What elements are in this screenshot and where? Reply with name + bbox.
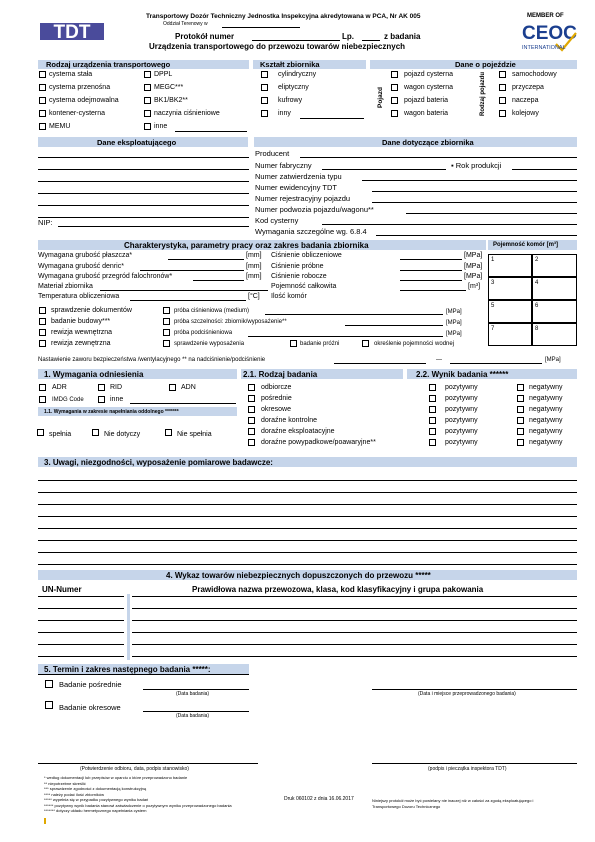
copy-note: Niniejszy protokół może być powielany nie inaczej niż w całości za zgodą eksploatującego i Transportowego Dozoru Technicznego xyxy=(372,798,534,809)
checkbox-label: cysterna odejmowalna xyxy=(49,97,119,104)
checkbox-badanie-prozni[interactable] xyxy=(290,340,297,347)
checkbox-bk1-bk2[interactable] xyxy=(144,97,151,104)
checkbox-label: negatywny xyxy=(529,428,563,435)
footnote: ** niepotrzebne skreślić xyxy=(44,780,86,786)
checkbox-label: próba podciśnieniowa xyxy=(174,330,233,336)
z-badania-label: z badania xyxy=(384,32,421,41)
unit-label: [MPa] xyxy=(545,357,561,363)
checkbox-label: negatywny xyxy=(529,439,563,446)
pojazd-vertical-label: Pojazd xyxy=(377,87,384,108)
org-line-2: Oddział Terenowy w xyxy=(163,21,208,27)
wymagania-title: 1. Wymagania odniesienia xyxy=(44,370,144,379)
nastawienie-label: Nastawienie zaworu bezpieczeństwa /wentylacyjnego ** na nadciśnienie/podciśnienie xyxy=(38,357,266,363)
checkbox-wagon-bateria[interactable] xyxy=(391,110,398,117)
logo-text: TDT xyxy=(53,22,91,42)
checkbox-label: badanie próżni xyxy=(300,341,340,347)
checkbox-inne[interactable] xyxy=(144,123,151,130)
komora-number: 1 xyxy=(491,257,495,263)
checkbox-label: DPPL xyxy=(154,71,173,78)
data-badania-caption: (Data badania) xyxy=(176,713,210,719)
blank-line xyxy=(132,608,577,609)
checkbox-spelnia[interactable] xyxy=(37,429,44,436)
footnote: * według dokumentacji lub przepisów w oparciu o które przeprowadzono badanie xyxy=(44,775,188,780)
blank-line xyxy=(132,656,577,657)
checkbox-label: ADR xyxy=(52,384,67,391)
checkbox-label: pozytywny xyxy=(445,384,478,391)
param-label: Ilość komór xyxy=(271,293,307,300)
checkbox-badanie-budowy[interactable] xyxy=(39,318,46,325)
unit-label: [MPa] xyxy=(446,320,462,326)
footnote: ******* dotyczy układu hermetycznego napełniania cystern xyxy=(44,808,147,813)
charakterystyka-title: Charakterystyka, parametry pracy oraz zakres badania zbiornika xyxy=(124,241,369,250)
checkbox-przyczepa[interactable] xyxy=(499,84,506,91)
param-label: Ciśnienie obliczeniowe xyxy=(271,252,342,259)
unit-label: [MPa] xyxy=(446,309,462,315)
checkbox-label: pozytywny xyxy=(445,395,478,402)
checkbox-label: Nie dotyczy xyxy=(104,431,141,438)
checkbox-label: kolejowy xyxy=(512,110,539,117)
checkbox-adr[interactable] xyxy=(39,384,46,391)
blank-line xyxy=(38,492,577,493)
blank-line xyxy=(38,516,577,517)
pojazd-title: Dane o pojeździe xyxy=(455,60,516,69)
blank-line xyxy=(132,620,577,621)
checkbox-label: pozytywny xyxy=(445,428,478,435)
rodzaj-badania-title: 2.1. Rodzaj badania xyxy=(243,370,318,379)
checkbox-rewizja-zewnetrzna[interactable] xyxy=(39,340,46,347)
checkbox-wagon-cysterna[interactable] xyxy=(391,84,398,91)
checkbox-inne-wymagania[interactable] xyxy=(98,396,105,403)
param-unit: [MPa] xyxy=(464,252,483,259)
checkbox-pozytywny[interactable] xyxy=(429,384,436,391)
field-label: Numer rejestracyjny pojazdu xyxy=(255,194,351,203)
rodzaj-urzadzenia-title: Rodzaj urządzenia transportowego xyxy=(46,60,171,69)
checkbox-negatywny[interactable] xyxy=(517,439,524,446)
checkbox-pozytywny[interactable] xyxy=(429,439,436,446)
checkbox-label: negatywny xyxy=(529,395,563,402)
blank-line xyxy=(38,656,124,657)
param-unit: [°C] xyxy=(248,293,260,300)
param-label: Pojemność całkowita xyxy=(271,283,337,290)
blank-line xyxy=(38,504,577,505)
eksploatujacy-title: Dane eksploatującego xyxy=(97,138,177,147)
checkbox-naczynia[interactable] xyxy=(144,110,151,117)
checkbox-cysterna-stala[interactable] xyxy=(39,71,46,78)
checkbox-label: inne xyxy=(154,123,168,130)
footnote-marker xyxy=(44,818,46,824)
blank-line xyxy=(38,596,124,597)
blank-line xyxy=(38,620,124,621)
checkbox-rewizja-wewnetrzna[interactable] xyxy=(39,329,46,336)
checkbox-label: pozytywny xyxy=(445,417,478,424)
checkbox-label: MEMU xyxy=(49,123,71,130)
checkbox-label: wagon bateria xyxy=(404,110,448,117)
komora-cell[interactable] xyxy=(532,277,577,300)
checkbox-rodzaj-badania[interactable] xyxy=(248,384,255,391)
data-miejsce-caption: (Data i miejsce przeprowadzonego badania) xyxy=(418,691,516,697)
param-label: Materiał zbiornika xyxy=(38,283,93,290)
checkbox-rodzaj-badania[interactable] xyxy=(248,428,255,435)
checkbox-label: przyczepa xyxy=(512,84,544,91)
komora-number: 6 xyxy=(535,303,539,309)
data-badania-caption: (Data badania) xyxy=(176,691,210,697)
checkbox-label: sprawdzenie dokumentów xyxy=(51,307,132,314)
checkbox-label: kufrowy xyxy=(278,97,303,104)
page-subtitle: Urządzenia transportowego do przewozu towarów niebezpiecznych xyxy=(149,42,406,51)
checkbox-cysterna-odejmowalna[interactable] xyxy=(39,97,46,104)
blank-line xyxy=(38,564,577,565)
komora-number: 2 xyxy=(535,257,539,263)
komora-cell[interactable] xyxy=(532,323,577,346)
footnote: ****** pozytywny wynik badania stanowi zaświadczenie o pozytywnym wyniku przeprowadzonego badania xyxy=(44,802,232,808)
dash-separator: — xyxy=(436,357,442,363)
param-unit: [MPa] xyxy=(464,263,483,270)
checkbox-imdg[interactable] xyxy=(39,396,46,403)
komora-number: 5 xyxy=(491,303,495,309)
un-numer-header: UN-Numer xyxy=(42,585,82,594)
checkbox-label: inne xyxy=(110,396,124,403)
checkbox-sprawdzenie-wyposazenia[interactable] xyxy=(163,340,170,347)
checkbox-nie-spelnia[interactable] xyxy=(165,429,172,436)
checkbox-label: określenie pojemności wodnej xyxy=(374,341,455,347)
checkbox-label: naczynia ciśnieniowe xyxy=(154,110,220,117)
checkbox-proba-podcisnieniowa[interactable] xyxy=(163,329,170,336)
checkbox-label: kontener-cysterna xyxy=(49,110,106,117)
komora-cell[interactable] xyxy=(488,277,532,300)
checkbox-label: pojazd cysterna xyxy=(404,71,454,78)
footnote: ***** wypełnia się w przypadku pozytywnego wyniku badań xyxy=(44,797,149,802)
rok-produkcji-text: Rok produkcji xyxy=(455,161,502,170)
checkbox-pozytywny[interactable] xyxy=(429,428,436,435)
blank-line xyxy=(38,552,577,553)
param-label: Ciśnienie robocze xyxy=(271,273,327,280)
komora-number: 7 xyxy=(491,326,495,332)
checkbox-label: Badanie pośrednie xyxy=(59,680,122,689)
checkbox-label: doraźne powypadkowe/poawaryjne** xyxy=(261,439,376,446)
checkbox-pozytywny[interactable] xyxy=(429,417,436,424)
komora-number: 8 xyxy=(535,326,539,332)
param-unit: [mm] xyxy=(246,252,262,259)
param-unit: [mm] xyxy=(246,273,262,280)
checkbox-label: próba ciśnieniowa (medium) xyxy=(174,308,250,314)
komora-number: 3 xyxy=(491,280,495,286)
checkbox-label: okresowe xyxy=(261,406,291,413)
checkbox-naczepa[interactable] xyxy=(499,97,506,104)
checkbox-megc[interactable] xyxy=(144,84,151,91)
checkbox-rodzaj-badania[interactable] xyxy=(248,406,255,413)
checkbox-rodzaj-badania[interactable] xyxy=(248,417,255,424)
field-label: Kod cysterny xyxy=(255,216,299,225)
checkbox-kontener-cysterna[interactable] xyxy=(39,110,46,117)
blank-line xyxy=(132,644,577,645)
blank-line xyxy=(38,528,577,529)
field-label: Numer zatwierdzenia typu xyxy=(255,172,342,181)
potwierdzenie-caption: (Potwierdzenie odbioru, data, podpis stanowisko) xyxy=(80,766,189,772)
param-label: Wymagana grubość denric* xyxy=(38,263,124,270)
rodzaj-pojazdu-vertical-label: Rodzaj pojazdu xyxy=(480,72,486,116)
checkbox-label: negatywny xyxy=(529,384,563,391)
param-unit: [mm] xyxy=(246,263,262,270)
ceoc-text: CEOC xyxy=(522,23,577,44)
wynik-title: 2.2. Wynik badania ****** xyxy=(416,370,509,379)
field-label: Producent xyxy=(255,149,290,158)
komora-cell[interactable] xyxy=(532,300,577,323)
nip-label: NIP: xyxy=(38,218,53,227)
checkbox-label: doraźne eksploatacyjne xyxy=(261,428,335,435)
blank-line xyxy=(132,596,577,597)
tdt-logo xyxy=(38,20,108,42)
international-text: INTERNATIONAL xyxy=(522,45,566,51)
param-unit: [MPa] xyxy=(464,273,483,280)
member-of-label: MEMBER OF xyxy=(527,13,564,19)
checkbox-rid[interactable] xyxy=(98,384,105,391)
komora-number: 4 xyxy=(535,280,539,286)
checkbox-label: wagon cysterna xyxy=(404,84,454,91)
checkbox-label: eliptyczny xyxy=(278,84,309,91)
zbiornik-title: Dane dotyczące zbiornika xyxy=(382,138,474,147)
param-label: Wymagana grubość przegród falochronów* xyxy=(38,273,173,280)
param-label: Ciśnienie próbne xyxy=(271,263,324,270)
checkbox-eliptyczny[interactable] xyxy=(261,84,268,91)
protocol-label: Protokół numer xyxy=(175,32,235,41)
checkbox-label: sprawdzenie wyposażenia xyxy=(174,341,245,347)
checkbox-label: spełnia xyxy=(49,431,72,438)
checkbox-negatywny[interactable] xyxy=(517,384,524,391)
termin-title: 5. Termin i zakres następnego badania *****: xyxy=(44,665,211,674)
checkbox-label: Nie spełnia xyxy=(177,431,212,438)
checkbox-nie-dotyczy[interactable] xyxy=(92,429,99,436)
checkbox-label: pozytywny xyxy=(445,439,478,446)
checkbox-negatywny[interactable] xyxy=(517,395,524,402)
checkbox-label: RID xyxy=(110,384,123,391)
blank-line xyxy=(38,674,249,675)
checkbox-negatywny[interactable] xyxy=(517,406,524,413)
checkbox-inny[interactable] xyxy=(261,110,268,117)
unit-label: [MPa] xyxy=(446,331,462,337)
checkbox-label: ADN xyxy=(181,384,196,391)
param-label: Wymagana grubość płaszcza* xyxy=(38,252,133,259)
field-label: Numer ewidencyjny TDT xyxy=(255,183,337,192)
pojemnosc-komor-title: Pojemność komór [m³] xyxy=(493,242,559,248)
checkbox-label: inny xyxy=(278,110,291,117)
checkbox-pozytywny[interactable] xyxy=(429,395,436,402)
wykaz-title: 4. Wykaz towarów niebezpiecznych dopuszczonych do przewozu ***** xyxy=(166,571,431,580)
checkbox-label: pośrednie xyxy=(261,395,292,402)
checkbox-proba-szczelnosci[interactable] xyxy=(163,318,170,325)
footnotes xyxy=(44,775,294,814)
blank-line xyxy=(38,644,124,645)
uwagi-title: 3. Uwagi, niezgodności, wyposażenie pomiarowe badawcze: xyxy=(44,458,273,467)
checkbox-pojazd-cysterna[interactable] xyxy=(391,71,398,78)
checkbox-kufrowy[interactable] xyxy=(261,97,268,104)
checkbox-label: doraźne kontrolne xyxy=(261,417,318,424)
checkbox-pozytywny[interactable] xyxy=(429,406,436,413)
checkbox-label: IMDG Code xyxy=(52,397,84,403)
checkbox-dppl[interactable] xyxy=(144,71,151,78)
checkbox-label: naczepa xyxy=(512,97,539,104)
rok-produkcji-label: ▪ Rok produkcji xyxy=(451,161,502,170)
blank-line xyxy=(132,632,577,633)
komora-cell[interactable] xyxy=(488,323,532,346)
checkbox-cylindryczny[interactable] xyxy=(261,71,268,78)
checkbox-adn[interactable] xyxy=(169,384,176,391)
checkbox-rodzaj-badania[interactable] xyxy=(248,439,255,446)
checkbox-kolejowy[interactable] xyxy=(499,110,506,117)
org-line-1: Transportowy Dozór Techniczny Jednostka Inspekcyjna akredytowana w PCA, Nr AK 005 xyxy=(146,13,421,20)
napelnianie-title: 1.1. Wymagania w zakresie napełniania oddolnego ******* xyxy=(44,409,179,415)
komora-cell[interactable] xyxy=(532,254,577,277)
checkbox-label: badanie budowy*** xyxy=(51,318,111,325)
druk-label: Druk 060102 z dnia 16.06.2017 xyxy=(284,796,354,802)
checkbox-label: rewizja zewnętrzna xyxy=(51,340,111,347)
checkbox-label: cysterna przenośna xyxy=(49,84,111,91)
checkbox-label: rewizja wewnętrzna xyxy=(51,329,113,336)
checkbox-proba-cisnieniowa[interactable] xyxy=(163,307,170,314)
blank-line xyxy=(38,480,577,481)
nazwa-header: Prawidłowa nazwa przewozowa, klasa, kod klasyfikacyjny i grupa pakowania xyxy=(192,585,484,594)
blank-line xyxy=(38,608,124,609)
ceoc-logo xyxy=(520,19,580,53)
lp-label: Lp. xyxy=(342,32,354,41)
checkbox-label: negatywny xyxy=(529,417,563,424)
checkbox-memu[interactable] xyxy=(39,123,46,130)
param-label: Temperatura obliczeniowa xyxy=(38,293,120,300)
checkbox-samochodowy[interactable] xyxy=(499,71,506,78)
checkbox-cysterna-przenosna[interactable] xyxy=(39,84,46,91)
checkbox-label: cysterna stała xyxy=(49,71,93,78)
checkbox-sprawdzenie-dokumentow[interactable] xyxy=(39,307,46,314)
field-label: Numer fabryczny xyxy=(255,161,312,170)
checkbox-label: pozytywny xyxy=(445,406,478,413)
checkbox-label: odbiorcze xyxy=(261,384,292,391)
footnote: *** sprawdzenie zgodności z dokumentacją konstrukcyjną xyxy=(44,786,147,791)
komora-cell[interactable] xyxy=(488,254,532,277)
ksztalt-title: Kształt zbiornika xyxy=(260,60,320,69)
checkbox-label: cylindryczny xyxy=(278,71,317,78)
footnote: **** należy podać ilość zbiorników xyxy=(44,791,105,797)
param-unit: [m³] xyxy=(468,283,481,290)
blank-line xyxy=(38,632,124,633)
checkbox-label: Badanie okresowe xyxy=(59,703,121,712)
checkbox-okreslenie-pojemnosci[interactable] xyxy=(362,340,369,347)
checkbox-label: MEGC*** xyxy=(154,84,184,91)
checkbox-badanie-posrednie[interactable] xyxy=(45,680,53,688)
podpis-caption: (podpis i pieczątka inspektora TDT) xyxy=(428,766,507,772)
checkbox-badanie-okresowe[interactable] xyxy=(45,701,53,709)
field-label: Wymagania szczególne wg. 6.8.4 xyxy=(255,227,367,236)
checkbox-label: samochodowy xyxy=(512,71,557,78)
checkbox-label: pojazd bateria xyxy=(404,97,448,104)
komora-cell[interactable] xyxy=(488,300,532,323)
checkbox-label: negatywny xyxy=(529,406,563,413)
checkbox-pojazd-bateria[interactable] xyxy=(391,97,398,104)
checkbox-negatywny[interactable] xyxy=(517,428,524,435)
blank-line xyxy=(38,540,577,541)
checkbox-label: BK1/BK2** xyxy=(154,97,188,104)
field-label: Numer podwozia pojazdu/wagonu** xyxy=(255,205,374,214)
checkbox-negatywny[interactable] xyxy=(517,417,524,424)
checkbox-label: próba szczelności: zbiornik/wyposażenie** xyxy=(174,319,287,325)
checkbox-rodzaj-badania[interactable] xyxy=(248,395,255,402)
